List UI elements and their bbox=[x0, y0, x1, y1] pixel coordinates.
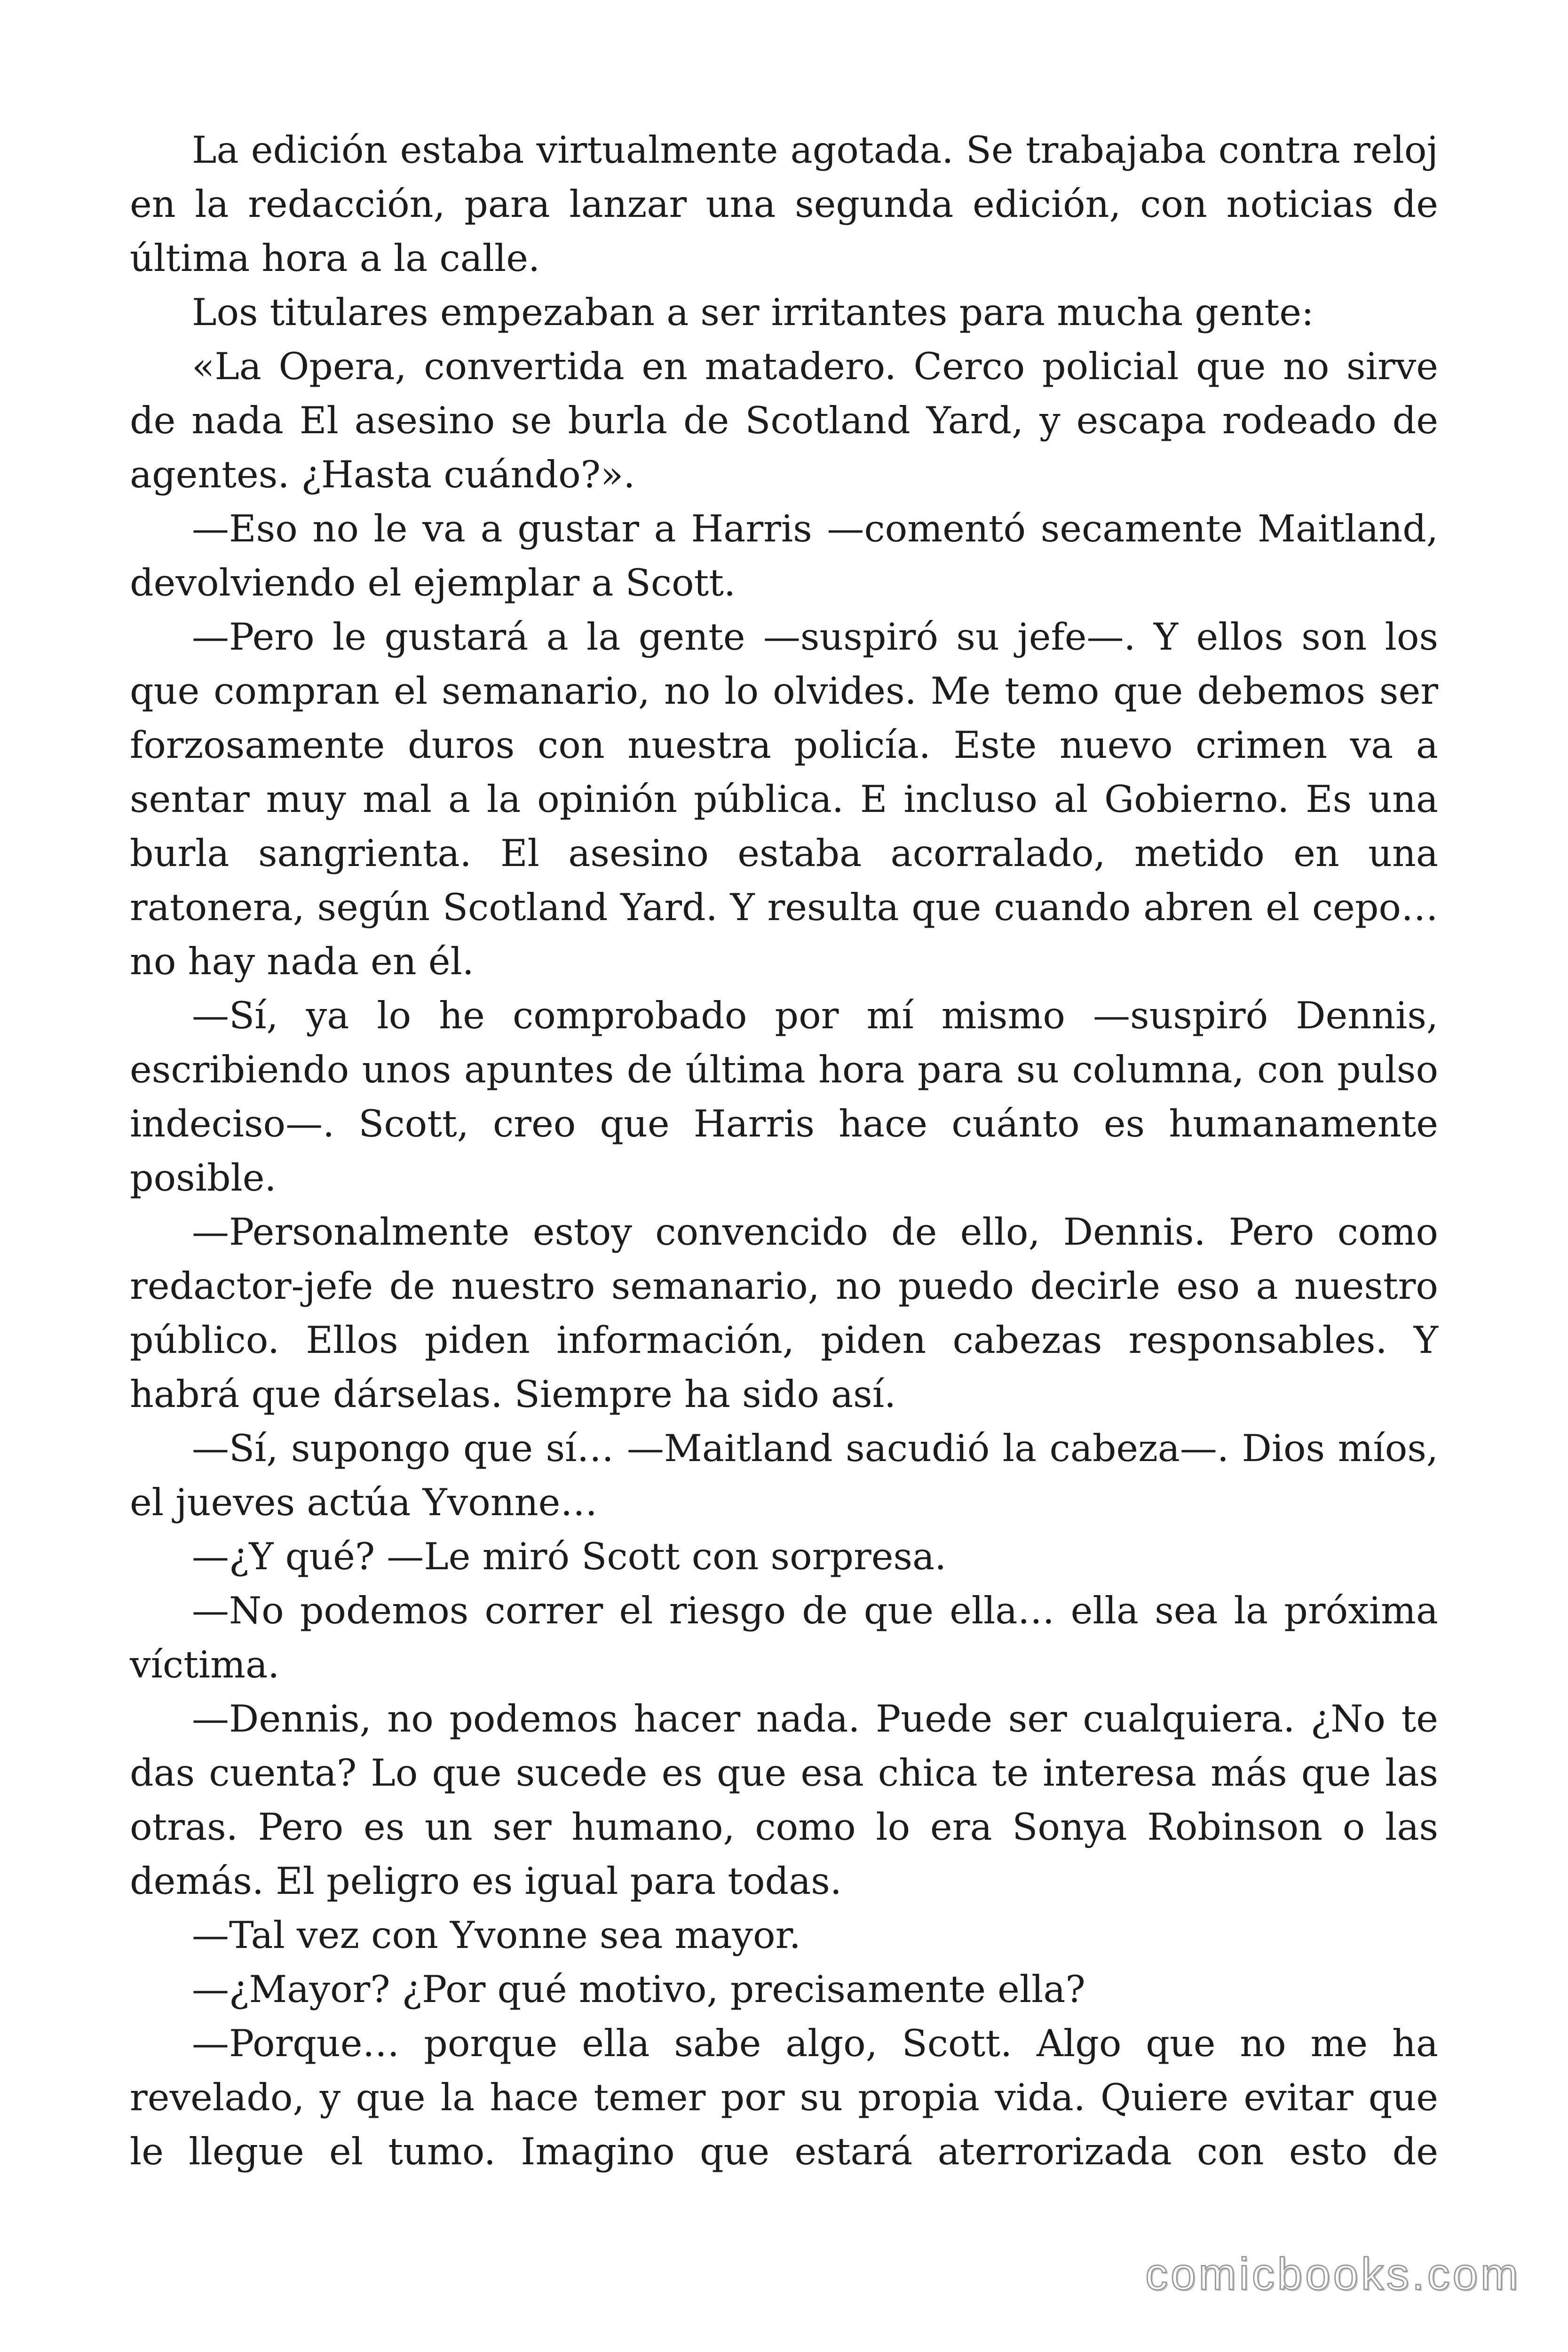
paragraph: —Sí, supongo que sí… —Maitland sacudió la cabeza—. Dios míos, el jueves actúa Yvonne… bbox=[130, 1427, 1438, 1524]
paragraph: —Pero le gustará a la gente —suspiró su jefe—. Y ellos son los que compran el semanario, no lo olvides. Me temo que debemos ser forzosamente duros con nuestra policía. Este nuevo crimen va a sentar muy mal a la opinión pública. E incluso al Gobierno. Es una burla sangrienta. El asesino estaba acorralado, metido en una ratonera, según Scotland Yard. Y resulta que cuando abren el cepo… no hay nada en él. bbox=[130, 615, 1438, 983]
paragraph: —Tal vez con Yvonne sea mayor. bbox=[192, 1914, 801, 1957]
paragraph: —Dennis, no podemos hacer nada. Puede ser cualquiera. ¿No te das cuenta? Lo que sucede es que esa chica te interesa más que las otras. Pero es un ser humano, como lo era Sonya Robinson o las demás. El peligro es igual para todas. bbox=[130, 1697, 1438, 1903]
paragraph: —Eso no le va a gustar a Harris —comentó secamente Maitland, devolviendo el ejemplar a Scott. bbox=[130, 507, 1438, 604]
paragraph: —¿Mayor? ¿Por qué motivo, precisamente ella? bbox=[192, 1968, 1085, 2011]
paragraph: «La Opera, convertida en matadero. Cerco policial que no sirve de nada El asesino se burla de Scotland Yard, y escapa rodeado de agentes. ¿Hasta cuándo?». bbox=[130, 345, 1438, 496]
paragraph: —Sí, ya lo he comprobado por mí mismo —suspiró Dennis, escribiendo unos apuntes de última hora para su columna, con pulso indeciso—. Scott, creo que Harris hace cuánto es humanamente posible. bbox=[130, 994, 1438, 1200]
paragraph: —No podemos correr el riesgo de que ella… ella sea la próxima víctima. bbox=[130, 1589, 1438, 1686]
paragraph: Los titulares empezaban a ser irritantes para mucha gente: bbox=[192, 291, 1314, 334]
paragraph: La edición estaba virtualmente agotada. Se trabajaba contra reloj en la redacción, para lanzar una segunda edición, con noticias de última hora a la calle. bbox=[130, 128, 1438, 280]
paragraph-last: —Porque… porque ella sabe algo, Scott. Algo que no me ha revelado, y que la hace temer por su propia vida. Quiere evitar que le llegue el tumo. Imagino que estará aterrorizada con esto de bbox=[130, 2022, 1438, 2173]
paragraph: —¿Y qué? —Le miró Scott con sorpresa. bbox=[192, 1535, 947, 1578]
paragraph: —Personalmente estoy convencido de ello, Dennis. Pero como redactor-jefe de nuestro semanario, no puedo decirle eso a nuestro público. Ellos piden información, piden cabezas responsables. Y habrá que dárselas. Siempre ha sido así. bbox=[130, 1210, 1438, 1416]
watermark: comicbooks.com bbox=[1145, 2249, 1521, 2299]
page-text bbox=[130, 123, 1438, 2179]
